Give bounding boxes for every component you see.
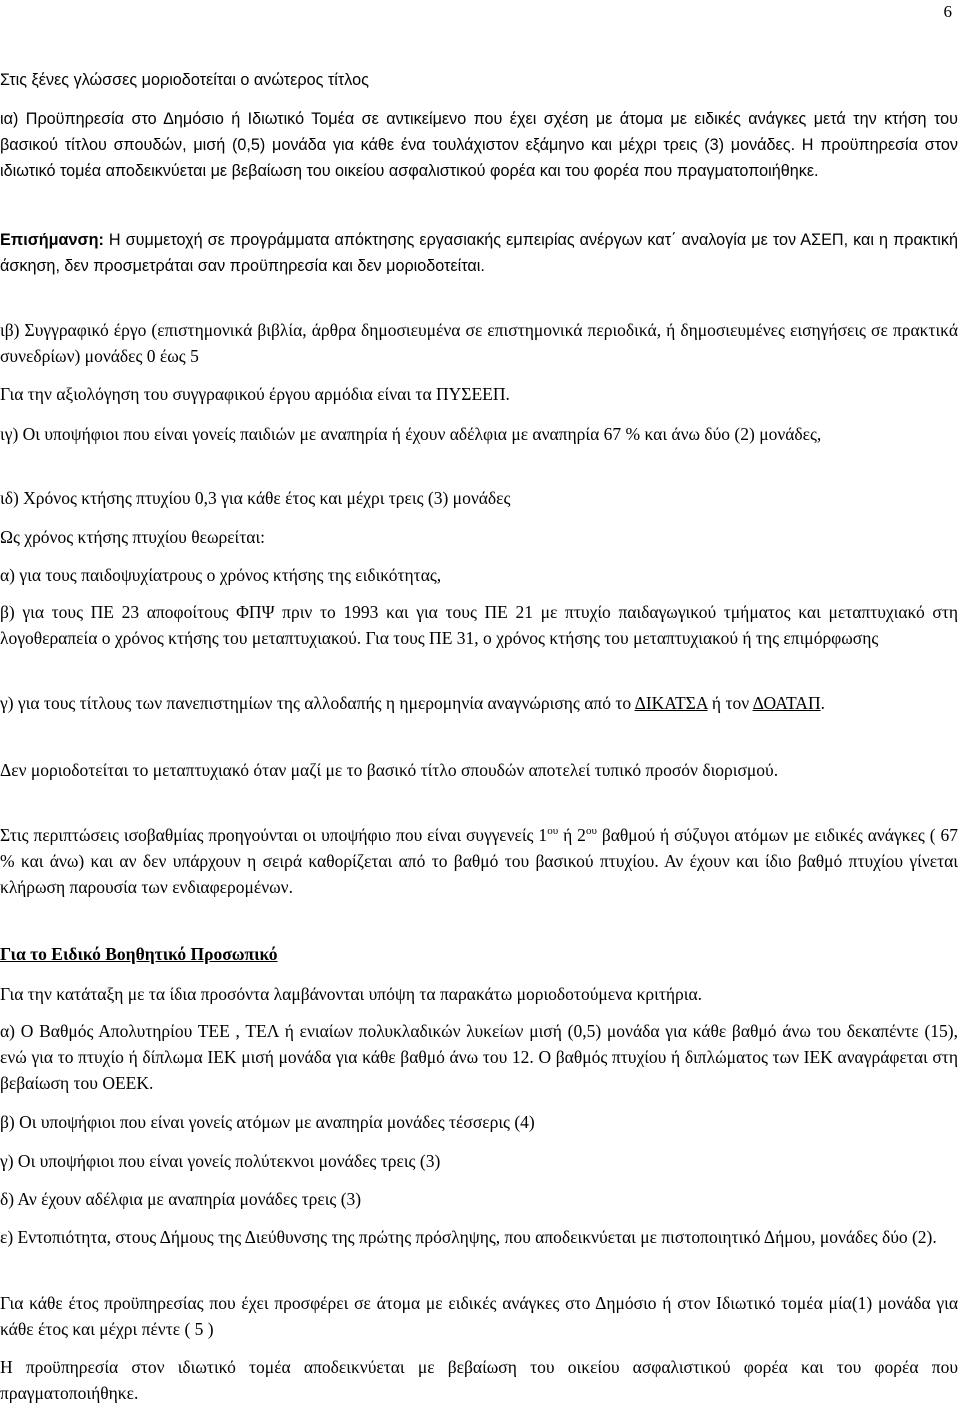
paragraph-foreign-languages: Στις ξένες γλώσσες μοριοδοτείται ο ανώτερος τίτλος: [0, 71, 369, 89]
paragraph-g-large-family: γ) Οι υποψήφιοι που είναι γονείς πολύτεκνοι μονάδες τρεις (3): [0, 1151, 441, 1171]
paragraph-b-pe23: β) για τους ΠΕ 23 αποφοίτους ΦΠΨ πριν το 1993 και για τους ΠΕ 21 με πτυχίο παιδαγωγικού τμήματος και μεταπτυχιακό στη λογοθεραπεία ο χρόνος κτήσης του μεταπτυχιακού. Για τους ΠΕ 31, ο χρόνος κτήσης του μεταπτυχιακού ή της επιμόρφωσης: [0, 602, 958, 648]
paragraph-experience-years: Για κάθε έτος προϋπηρεσίας που έχει προσφέρει σε άτομα με ειδικές ανάγκες στο Δημόσιο ή στον Ιδιωτικό τομέα μία(1) μονάδα για κάθε έτος και μέχρι πέντε ( 5 ): [0, 1293, 958, 1339]
section-heading: Για το Ειδικό Βοηθητικό Προσωπικό: [0, 944, 278, 964]
paragraph-note: [0, 227, 958, 279]
tie-break-rest: βαθμού ή σύζυγοι ατόμων με ειδικές ανάγκες ( 67 % και άνω) και αν δεν υπάρχουν η σειρά καθορίζεται από το βαθμό του βασικού πτυχίου. Αν έχουν και ίδιο βαθμό πτυχίου γίνεται κλήρωση παρουσία των ενδιαφερομένων.: [0, 825, 958, 897]
foreign-titles-text: γ) για τους τίτλους των πανεπιστημίων της αλλοδαπής η ημερομηνία αναγνώρισης από το: [0, 693, 635, 713]
paragraph-g-foreign-titles: [0, 690, 958, 716]
page-number: 6: [943, 2, 952, 21]
paragraph-ib-writing: ιβ) Συγγραφικό έργο (επιστημονικά βιβλία, άρθρα δημοσιευμένα σε επιστημονικά περιοδικά, ή δημοσιευμένες εισηγήσεις σε πρακτικά συνεδρίων) μονάδες 0 έως 5: [0, 320, 958, 366]
doatap-text: ΔΟΑΤΑΠ: [752, 693, 821, 713]
paragraph-ia-experience: ια) Προϋπηρεσία στο Δημόσιο ή Ιδιωτικό Τομέα σε αντικείμενο που έχει σχέση με άτομα με ειδικές ανάγκες μετά την κτήση του βασικού τίτλου σπουδών, μισή (0,5) μονάδα για κάθε ένα τουλάχιστον εξάμηνο και μέχρι τρεις (3) μονάδες. Η προϋπηρεσία στον ιδιωτικό τομέα αποδεικνύεται με βεβαίωση του οικείου ασφαλιστικού φορέα και του φορέα που πραγματοποιήθηκε.: [0, 110, 958, 180]
note-label: Επισήμανση:: [0, 231, 104, 249]
superscript-second: ου: [585, 825, 597, 838]
paragraph-evaluation: Για την αξιολόγηση του συγγραφικού έργου αρμόδια είναι τα ΠΥΣΕΕΠ.: [0, 384, 510, 404]
paragraph-masters-not-scored: Δεν μοριοδοτείται το μεταπτυχιακό όταν μαζί με το βασικό τίτλο σπουδών αποτελεί τυπικό προσόν διορισμού.: [0, 760, 779, 780]
foreign-titles-end: .: [820, 693, 825, 713]
paragraph-ig-parents: ιγ) Οι υποψήφιοι που είναι γονείς παιδιών με αναπηρία ή έχουν αδέλφια με αναπηρία 67 % και άνω δύο (2) μονάδες,: [0, 424, 822, 444]
superscript-first: ου: [547, 825, 559, 838]
dikatsa-text: ΔΙΚΑΤΣΑ: [634, 693, 708, 713]
note-text: Η συμμετοχή σε προγράμματα απόκτησης εργασιακής εμπειρίας ανέργων κατ΄ αναλογία με τον ΑΣΕΠ, και η πρακτική άσκηση, δεν προσμετράται σαν προϋπηρεσία και δεν μοριοδοτείται.: [0, 231, 958, 275]
foreign-titles-or: ή τον: [707, 693, 753, 713]
paragraph-degree-time-definition: Ως χρόνος κτήσης πτυχίου θεωρείται:: [0, 527, 266, 547]
paragraph-criteria-intro: Για την κατάταξη με τα ίδια προσόντα λαμβάνονται υπόψη τα παρακάτω μοριοδοτούμενα κριτήρια.: [0, 984, 702, 1004]
paragraph-tie-break: [0, 822, 958, 900]
paragraph-d-siblings: δ) Αν έχουν αδέλφια με αναπηρία μονάδες τρεις (3): [0, 1189, 362, 1209]
paragraph-a-grade: α) Ο Βαθμός Απολυτηρίου ΤΕΕ , ΤΕΛ ή ενιαίων πολυκλαδικών λυκείων μισή (0,5) μονάδα για κάθε βαθμό άνω του δεκαπέντε (15), ενώ για το πτυχίο ή δίπλωμα ΙΕΚ μισή μονάδα για κάθε βαθμό άνω του 12. Ο βαθμός πτυχίου ή διπλώματος των ΙΕΚ αναγράφεται στη βεβαίωση του ΟΕΕΚ.: [0, 1021, 958, 1093]
tie-break-text: Στις περιπτώσεις ισοβαθμίας προηγούνται οι υποψήφιο που είναι συγγενείς 1: [0, 825, 548, 845]
paragraph-b-parents-disability: β) Οι υποψήφιοι που είναι γονείς ατόμων με αναπηρία μονάδες τέσσερις (4): [0, 1112, 535, 1132]
paragraph-id-degree-time: ιδ) Χρόνος κτήσης πτυχίου 0,3 για κάθε έτος και μέχρι τρεις (3) μονάδες: [0, 488, 511, 508]
paragraph-a-psychiatrists: α) για τους παιδοψυχίατρους ο χρόνος κτήσης της ειδικότητας,: [0, 565, 442, 585]
paragraph-e-locality: ε) Εντοπιότητα, στους Δήμους της Διεύθυνσης της πρώτης πρόσληψης, που αποδεικνύεται με πιστοποιητικό Δήμου, μονάδες δύο (2).: [0, 1227, 937, 1247]
tie-break-or: ή 2: [558, 825, 586, 845]
paragraph-private-sector-proof: Η προϋπηρεσία στον ιδιωτικό τομέα αποδεικνύεται με βεβαίωση του οικείου ασφαλιστικού φορέα και του φορέα που πραγματοποιήθηκε.: [0, 1357, 958, 1403]
